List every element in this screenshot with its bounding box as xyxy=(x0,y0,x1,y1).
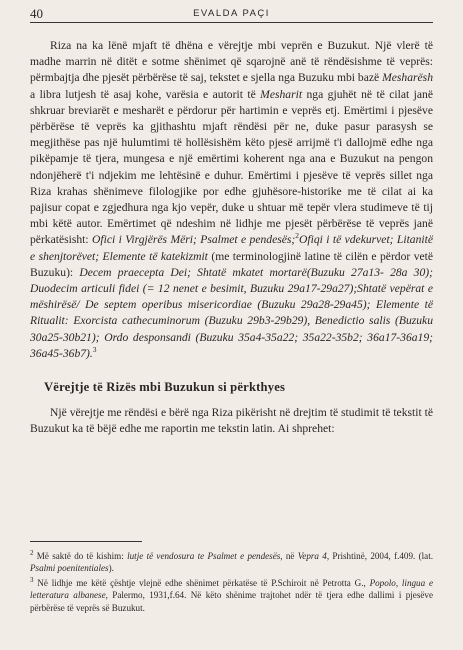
footnote-divider xyxy=(30,541,142,542)
page-number: 40 xyxy=(30,6,43,21)
footnote-ref-2[interactable]: 2 xyxy=(295,231,299,241)
italic-list: Decem praecepta Dei; Shtatë mkatet mortarë(Buzuku 27a13- 28a 30); Duodecim articuli fidei (= 12 nenet e besimit, Buzuku 29a17-29a27);Shtatë vepërat e mëshirësë/ De septem operibus misericordiae (Buzuku 29a28-29a45); Elemente të Ritualit: Exorcista cathecuminorum (Buzuku 29b3-29b29), Benedictio salis (Buzuku 30a25-30b21); Ordo desponsandi (Buzuku 35a4-35a22; 35a22-35b2; 36a17-36a19; 36a45-36b7). xyxy=(30,265,433,360)
footnote-marker: 3 xyxy=(30,575,34,584)
italic-term: Mesharit xyxy=(260,87,303,101)
footnotes xyxy=(30,550,433,616)
paragraph-1 xyxy=(30,38,433,362)
italic-list: Ofici i Virgjërës Mëri; Psalmet e pendesës; xyxy=(92,233,296,247)
paragraph-2: Një vërejtje me rëndësi e bërë nga Riza pikërisht në drejtim të studimit të tekstit të Buzukut ka të bëjë edhe me raportin me tekstin latin. Ai shprehet: xyxy=(30,406,433,436)
italic-term: Psalmi poenitentiales xyxy=(30,563,109,574)
text-run: , në xyxy=(280,551,298,561)
text-run: ). xyxy=(108,563,114,574)
footnote-2 xyxy=(30,550,433,575)
text-run: Në lidhje me këtë çështje vlejnë edhe shënimet përkatëse të P.Schiroit në Petrotta G., xyxy=(33,577,370,588)
italic-list: Ofiqi i të vdekurvet; Litanitë e shenjtorëvet; Elemente të katekizmit xyxy=(30,233,433,263)
text-run: Prishtinë, 2004, f.409. (lat. xyxy=(329,551,433,561)
text-run: Më saktë do të kishim: xyxy=(33,551,128,561)
text-run: Riza na ka lënë mjaft të dhëna e vërejtje mbi veprën e Buzukut. Një vlerë të madhe marrin në ditët e sotme shënimet që sqarojnë anë të rëndësishme të veprës: përmbajtja dhe pjesët përbërëse të saj, tekstet e sjella nga Buzuku mbi bazë xyxy=(30,39,433,85)
text-run: (me terminologjinë latine të cilën e përdor vetë Buzuku): xyxy=(30,249,434,279)
footnote-ref-3[interactable]: 3 xyxy=(92,345,97,354)
italic-term: Mesharësh xyxy=(382,71,433,85)
italic-term: Popolo, lingua e letteratura albanese xyxy=(30,577,433,601)
footnote-marker: 2 xyxy=(30,548,34,557)
section-heading: Vërejtje të Rizës mbi Buzukun si përkthyes xyxy=(44,380,286,395)
body-text xyxy=(30,38,433,438)
running-head: EVALDA PAÇI xyxy=(193,8,270,19)
text-run: a libra lutjesh të asaj kohe, varësia e autorit të xyxy=(30,87,261,101)
italic-term: lutje të vendosura te Psalmet e pendesës xyxy=(127,551,281,561)
text-run: nga gjuhët në të cilat janë shkruar breviarët e mesharët e përdorur për hartimin e veprës etj. Emërtimi i pjesëve përbërëse të veprës ka gjithashtu mjaft rëndësi për ne, duke pasur parasysh se megjithëse pas një hulumtimi të hollësishëm këto pjesë arrijmë t'i dallojmë edhe nga pikëpamje të tjera, mungesa e një emërtimi koherent nga ana e Buzukut na pengon ndonjëherë t'i ndjekim me lehtësinë e duhur. Emërtimi i pjesëve të veprës sillet nga Riza krahas shënimeve filologjike por edhe gjuhësore-historike me të cilat ai ka pajisur copat e zgjedhura nga kjo vepër, duke u shtuar më tepër vlera studimeve të tij mbi këtë autor. Emërtimet që ndeshim në lidhje me pjesët përbërëse të veprës janë përkatësisht: xyxy=(30,87,433,247)
footnote-3 xyxy=(30,577,433,614)
italic-term: Vepra 4, xyxy=(297,551,330,561)
text-run: , Palermo, 1931,f.64. Në këto shënime trajtohet ndër të tjera edhe dallimi i pjesëve përbërëse të veprës së Buzukut. xyxy=(30,590,433,613)
page-header xyxy=(30,6,433,23)
